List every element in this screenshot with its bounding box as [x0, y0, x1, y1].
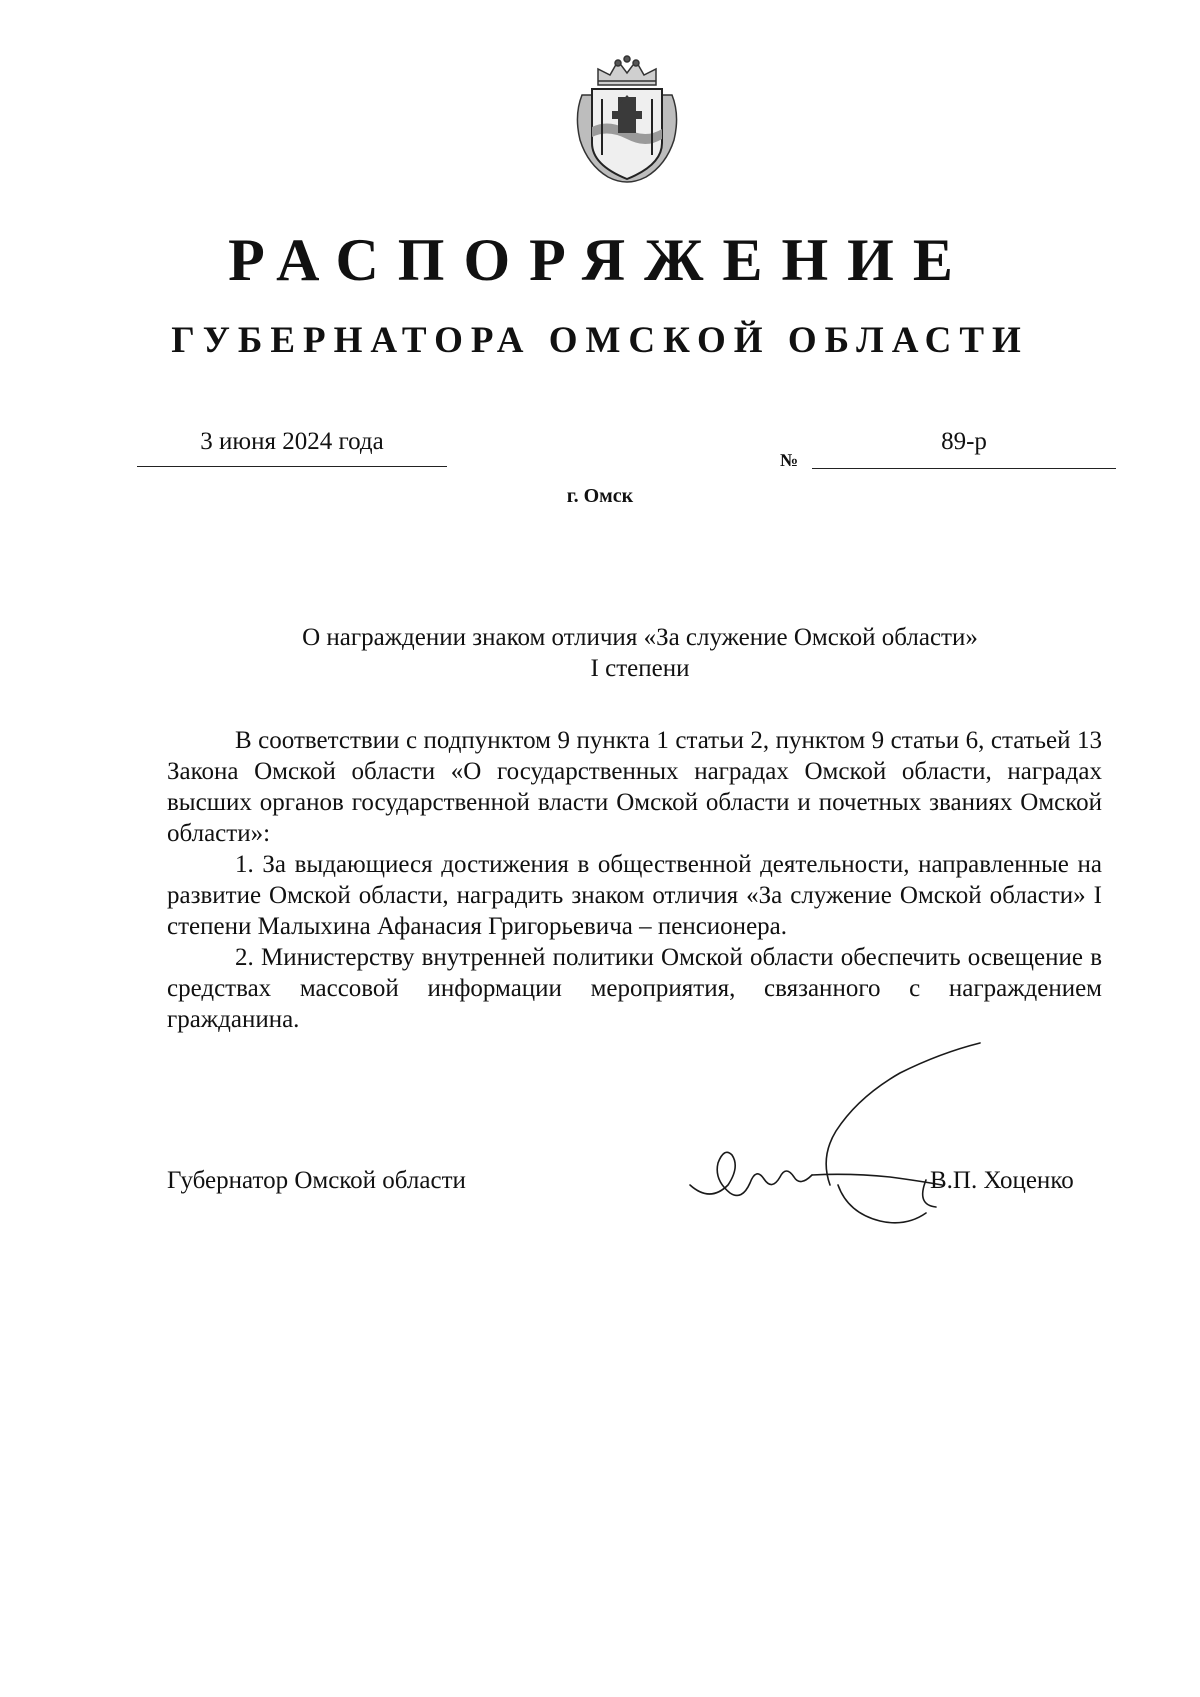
handwritten-signature-icon	[680, 1035, 1010, 1235]
document-subtitle: ГУБЕРНАТОРА ОМСКОЙ ОБЛАСТИ	[171, 320, 1029, 361]
document-body	[167, 725, 1102, 1035]
number-underline	[812, 468, 1116, 469]
signer-title: Губернатор Омской области	[167, 1167, 466, 1194]
document-number: 89-р	[941, 428, 987, 455]
document-date: 3 июня 2024 года	[200, 428, 384, 455]
heading-line-2: I степени	[590, 655, 690, 682]
number-sign: №	[780, 450, 799, 470]
item-2-paragraph: 2. Министерству внутренней политики Омской области обеспечить освещение в средствах массовой информации мероприятия, связанного с награждением гражданина.	[167, 944, 1102, 1033]
signer-name: В.П. Хоценко	[930, 1167, 1074, 1194]
document-title: РАСПОРЯЖЕНИЕ	[228, 227, 972, 293]
date-underline	[137, 466, 447, 467]
document-heading	[180, 622, 1100, 684]
item-1-paragraph: 1. За выдающиеся достижения в общественной деятельности, направленные на развитие Омской области, наградить знаком отличия «За служение Омской области» I степени Малыхина Афанасия Григорьевича – пенсионера.	[167, 851, 1102, 940]
preamble-paragraph: В соответствии с подпунктом 9 пункта 1 статьи 2, пунктом 9 статьи 6, статьей 13 Закона Омской области «О государственных наградах Омской области, наградах высших органов государственной власти Омской области и почетных званиях Омской области»:	[167, 727, 1102, 847]
coat-of-arms-icon	[568, 55, 686, 190]
heading-line-1: О награждении знаком отличия «За служение Омской области»	[302, 624, 978, 651]
document-city: г. Омск	[566, 485, 634, 507]
